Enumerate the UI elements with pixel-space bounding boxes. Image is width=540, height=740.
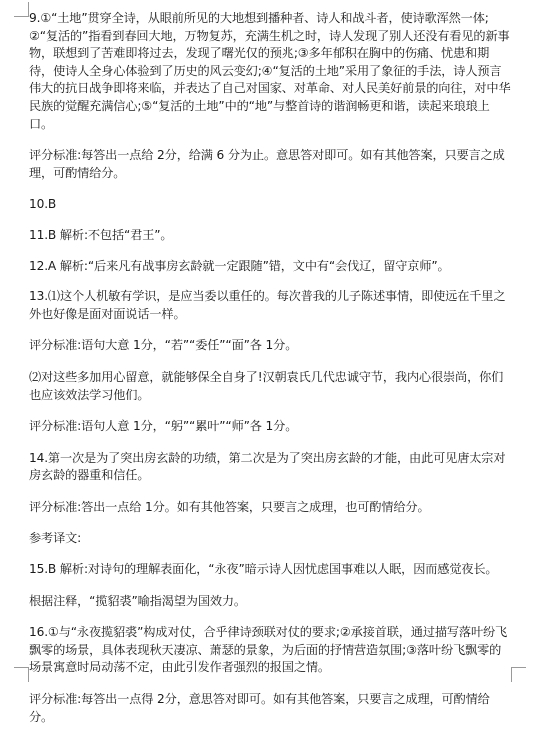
scoring-standard-9: 评分标准:每答出一点给 2分，给满 6 分为止。意思答对即可。如有其他答案，只要言之成理，可酌情给分。 [29,148,505,180]
answer-9: 9.①“土地”贯穿全诗，从眼前所见的大地想到播种者、诗人和战斗者，使诗歌浑然一体;②“复活的”指看到春回大地，万物复苏，充满生机之时，诗人发现了别人还没有看见的新事物，联想到了苦难即将过去，发现了曙光仅的预兆;③多年郁积在胸中的伤痛、忧患和期待，使诗人全身心体验到了历史的风云变幻;④“复活的土地”采用了象征的手法，诗人预言伟大的抗日战争即将来临，并表达了自己对国家、对革命、对人民美好前景的向往，对中华民族的觉醒充满信心;⑤“复活的土地”中的“地”与整首诗的谐润畅更和谐，读起来琅琅上口。 [29,11,511,131]
scoring-standard-13-1: 评分标准:语句大意 1分，“若”“委任”“面”各 1分。 [29,338,298,353]
page-corner-mark-bottom-right [511,667,526,682]
answer-13-2: ⑵对这些多加用心留意，就能够保全自身了!汉朝袁氏几代忠诚守节，我内心很崇尚，你们也应该效法学习他们。 [29,369,504,402]
page-corner-mark-bottom-left [14,667,29,682]
answer-10: 10.B [29,197,57,212]
scoring-standard-14: 评分标准:答出一点给 1分。如有其他答案，只要言之成理，也可酌情给分。 [29,499,430,514]
answer-12: 12.A 解析:“后来凡有战事房玄龄就一定跟随”错，文中有“会伐辽，留守京师”。 [29,258,450,273]
page-corner-mark-top-left [14,2,29,17]
answer-11: 11.B 解析:不包括“君王”。 [29,227,173,242]
answer-13-1: 13.⑴这个人机敏有学识，是应当委以重任的。每次普我的儿子陈述事情，即使远在千里之外也好像是面对面说话一样。 [29,289,506,321]
answer-15: 15.B 解析:对诗句的理解表面化，“永夜”暗示诗人因忧虑国事难以人眠，因而感觉夜长。 [29,562,498,577]
answer-16: 16.①与“永夜揽貂裘”构成对仗，合乎律诗颈联对仗的要求;②承接首联，通过描写落叶纷飞飘零的场景，具体表现秋天凄凉、萧瑟的景象，为后面的抒情营造氛围;③落叶纷飞飘零的场景寓意时局动荡不定，由此引发作者强烈的报国之情。 [29,625,508,675]
document-body [29,10,513,740]
answer-14: 14.第一次是为了突出房玄龄的功绩，第二次是为了突出房玄龄的才能，由此可见唐太宗对房玄龄的器重和信任。 [29,450,506,483]
reference-translation-heading: 参考译文: [29,531,82,546]
annotation-note-15: 根据注释，“揽貂裘”喻指渴望为国效力。 [29,593,246,608]
scoring-standard-13-2: 评分标准:语句人意 1分，“躬”“累叶”“师”各 1分。 [29,419,298,434]
scoring-standard-16: 评分标准:每答出一点得 2分，意思答对即可。如有其他答案，只要言之成理，可酌情给分。 [29,692,490,724]
